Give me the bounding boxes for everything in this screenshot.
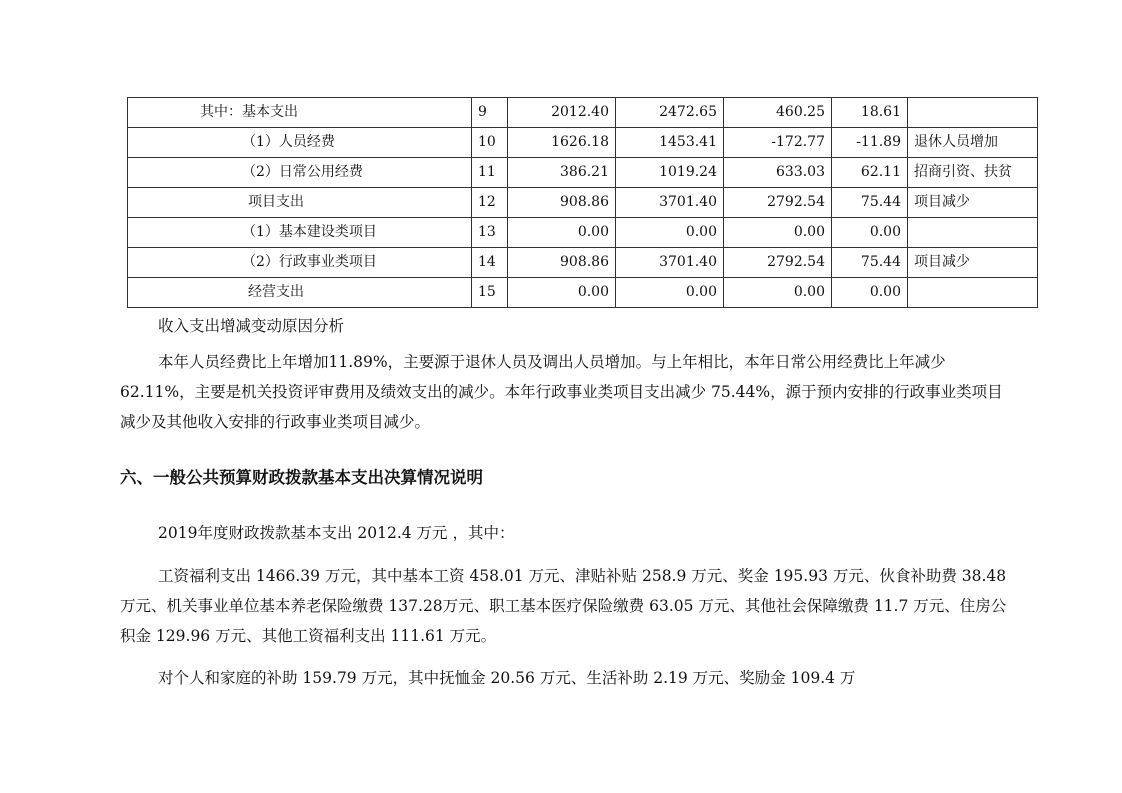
row-value-2: 0.00 [616, 278, 724, 308]
row-note [908, 218, 1038, 248]
row-value-1: 0.00 [508, 278, 616, 308]
table-row [128, 248, 1038, 278]
table-row [128, 98, 1038, 128]
row-name: 其中：基本支出 [128, 98, 472, 128]
row-value-3: 460.25 [724, 98, 832, 128]
row-note: 退休人员增加 [908, 128, 1038, 158]
row-value-1: 908.86 [508, 188, 616, 218]
body-paragraph-2: 工资福利支出 1466.39 万元，其中基本工资 458.01 万元、津贴补贴 258.9 万元、奖金 195.93 万元、伙食补助费 38.48 万元、机关事业单位基本养老保险缴费 137.28万元、职工基本医疗保险缴费 63.05 万元、其他社会保障缴费 11.7 万元、住房公积金 129.96 万元、其他工资福利支出 111.61 万元。 [120, 567, 1007, 645]
body-paragraph-1: 2019年度财政拨款基本支出 2012.4 万元 ，其中： [158, 524, 515, 542]
row-line-number: 14 [472, 248, 508, 278]
row-value-1: 2012.40 [508, 98, 616, 128]
row-value-3: 2792.54 [724, 248, 832, 278]
row-note: 项目减少 [908, 248, 1038, 278]
row-value-4: -11.89 [832, 128, 908, 158]
row-value-2: 2472.65 [616, 98, 724, 128]
row-note [908, 98, 1038, 128]
row-name: 经营支出 [128, 278, 472, 308]
row-value-1: 386.21 [508, 158, 616, 188]
row-note [908, 278, 1038, 308]
analysis-section [120, 347, 1010, 437]
row-note: 项目减少 [908, 188, 1038, 218]
row-value-4: 0.00 [832, 278, 908, 308]
row-line-number: 12 [472, 188, 508, 218]
row-value-4: 75.44 [832, 188, 908, 218]
row-name: 项目支出 [128, 188, 472, 218]
analysis-paragraph: 本年人员经费比上年增加11.89%，主要源于退休人员及调出人员增加。与上年相比，本年日常公用经费比上年减少 62.11%，主要是机关投资评审费用及绩效支出的减少。本年行政事业类项目支出减少 75.44%，源于预内安排的行政事业类项目减少及其他收入安排的行政事业类项目减少。 [120, 353, 1003, 431]
row-name: （2）行政事业类项目 [128, 248, 472, 278]
table-row [128, 158, 1038, 188]
row-value-4: 18.61 [832, 98, 908, 128]
analysis-caption: 收入支出增减变动原因分析 [158, 317, 345, 335]
row-value-3: 0.00 [724, 218, 832, 248]
row-value-1: 0.00 [508, 218, 616, 248]
table-row [128, 128, 1038, 158]
row-value-2: 3701.40 [616, 188, 724, 218]
row-line-number: 10 [472, 128, 508, 158]
table-row [128, 218, 1038, 248]
row-value-2: 1453.41 [616, 128, 724, 158]
row-line-number: 15 [472, 278, 508, 308]
row-value-4: 62.11 [832, 158, 908, 188]
row-value-3: -172.77 [724, 128, 832, 158]
row-value-4: 0.00 [832, 218, 908, 248]
row-value-2: 3701.40 [616, 248, 724, 278]
section-body [120, 518, 1010, 693]
row-value-1: 1626.18 [508, 128, 616, 158]
row-line-number: 11 [472, 158, 508, 188]
row-name: （1）基本建设类项目 [128, 218, 472, 248]
row-note: 招商引资、扶贫 [908, 158, 1038, 188]
row-value-3: 633.03 [724, 158, 832, 188]
section-heading: 六、一般公共预算财政拨款基本支出决算情况说明 [120, 468, 483, 487]
body-paragraph-3: 对个人和家庭的补助 159.79 万元，其中抚恤金 20.56 万元、生活补助 2.19 万元、奖励金 109.4 万 [158, 669, 856, 687]
table-row [128, 278, 1038, 308]
row-value-4: 75.44 [832, 248, 908, 278]
row-value-2: 1019.24 [616, 158, 724, 188]
row-value-2: 0.00 [616, 218, 724, 248]
row-line-number: 9 [472, 98, 508, 128]
row-value-3: 2792.54 [724, 188, 832, 218]
row-value-1: 908.86 [508, 248, 616, 278]
row-name: （1）人员经费 [128, 128, 472, 158]
row-line-number: 13 [472, 218, 508, 248]
row-value-3: 0.00 [724, 278, 832, 308]
expenditure-table [127, 97, 1038, 308]
row-name: （2）日常公用经费 [128, 158, 472, 188]
table-row [128, 188, 1038, 218]
